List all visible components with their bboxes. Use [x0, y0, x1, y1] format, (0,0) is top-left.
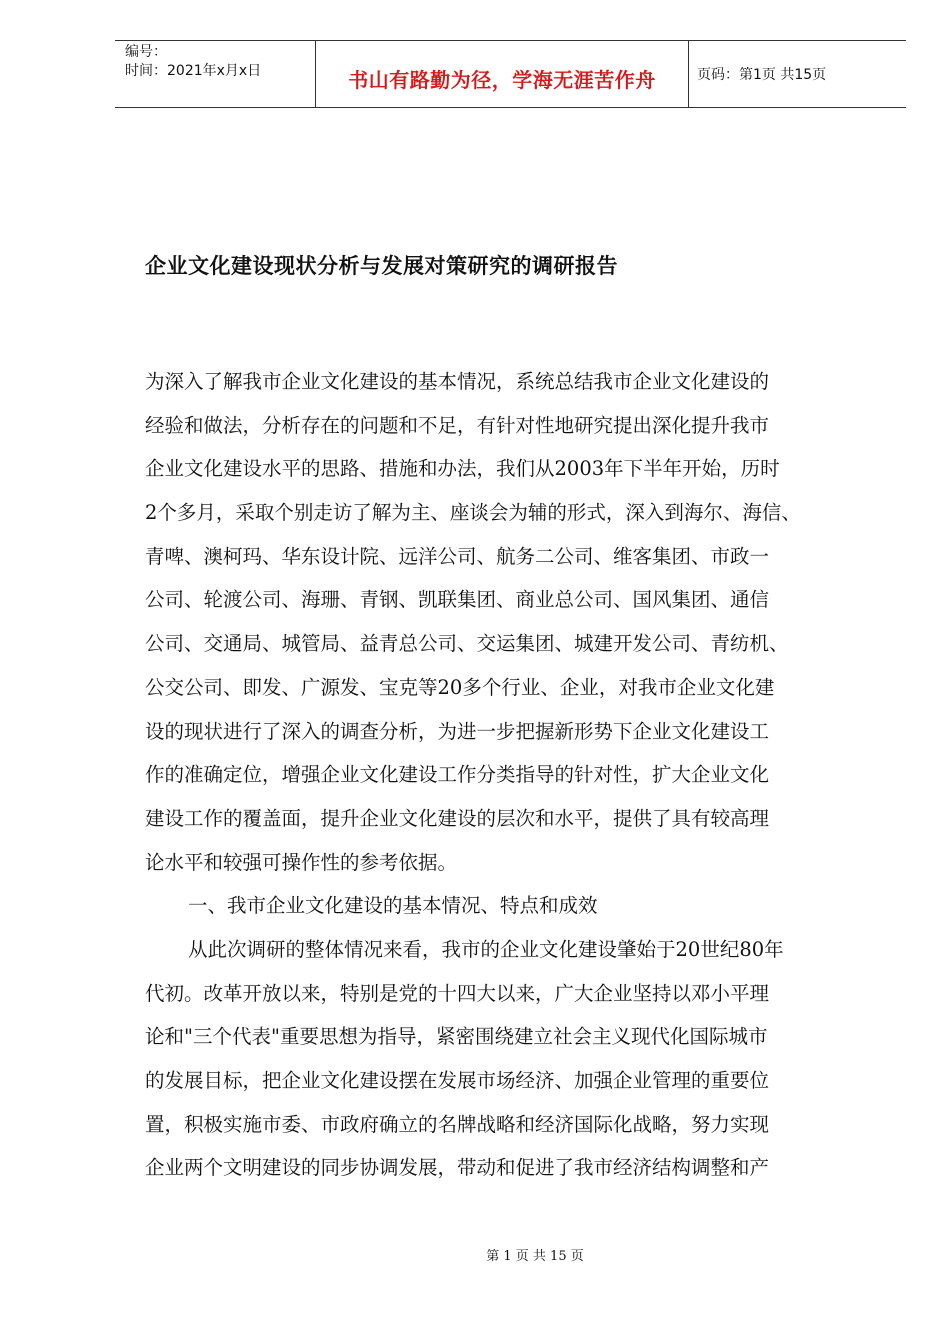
header-page-info: 页码：第1页 共15页: [697, 67, 827, 83]
body-line: 经验和做法，分析存在的问题和不足，有针对性地研究提出深化提升我市: [145, 413, 770, 437]
body-line: 作的准确定位，增强企业文化建设工作分类指导的针对性，扩大企业文化: [145, 763, 770, 787]
body-line: 设的现状进行了深入的调查分析，为进一步把握新形势下企业文化建设工: [145, 719, 770, 743]
body-line: 建设工作的覆盖面，提升企业文化建设的层次和水平，提供了具有较高理: [145, 806, 770, 830]
body-line: 论和"三个代表"重要思想为指导，紧密围绕建立社会主义现代化国际城市: [145, 1025, 768, 1049]
body-line: 置，积极实施市委、市政府确立的名牌战略和经济国际化战略，努力实现: [145, 1112, 770, 1136]
body-line: 代初。改革开放以来，特别是党的十四大以来，广大企业坚持以邓小平理: [145, 981, 770, 1005]
document-title: 企业文化建设现状分析与发展对策研究的调研报告: [145, 254, 618, 278]
body-line: 从此次调研的整体情况来看，我市的企业文化建设肇始于20世纪80年: [188, 937, 784, 961]
body-line: 公交公司、即发、广源发、宝克等20多个行业、企业，对我市企业文化建: [145, 675, 775, 699]
body-line: 公司、交通局、城管局、益青总公司、交运集团、城建开发公司、青纺机、: [145, 632, 789, 656]
document-body: [145, 360, 905, 1190]
header-page-cell: [689, 41, 906, 107]
body-line: 的发展目标，把企业文化建设摆在发展市场经济、加强企业管理的重要位: [145, 1069, 770, 1092]
body-line: 青啤、澳柯玛、华东设计院、远洋公司、航务二公司、维客集团、市政一: [145, 544, 770, 568]
body-line: 企业两个文明建设的同步协调发展，带动和促进了我市经济结构调整和产: [145, 1156, 770, 1180]
header-motto-cell: [316, 41, 689, 107]
header-motto: 书山有路勤为径，学海无涯苦作舟: [348, 68, 656, 92]
header-meta-cell: [115, 41, 316, 107]
body-line: 企业文化建设水平的思路、措施和办法，我们从2003年下半年开始，历时: [145, 457, 780, 481]
body-line: 为深入了解我市企业文化建设的基本情况，系统总结我市企业文化建设的: [145, 370, 770, 393]
body-line: 2个多月，采取个别走访了解为主、座谈会为辅的形式，深入到海尔、海信、: [145, 501, 801, 525]
document-number-label: 编号：: [125, 44, 167, 60]
body-line: 论水平和较强可操作性的参考依据。: [145, 850, 458, 874]
page-footer: 第 1 页 共 15 页: [486, 1249, 584, 1264]
section-heading: 一、我市企业文化建设的基本情况、特点和成效: [188, 894, 598, 918]
document-date-label: 时间：2021年x月x日: [125, 63, 262, 79]
body-line: 公司、轮渡公司、海珊、青钢、凯联集团、商业总公司、国风集团、通信: [145, 588, 770, 612]
page-header: [115, 40, 906, 108]
